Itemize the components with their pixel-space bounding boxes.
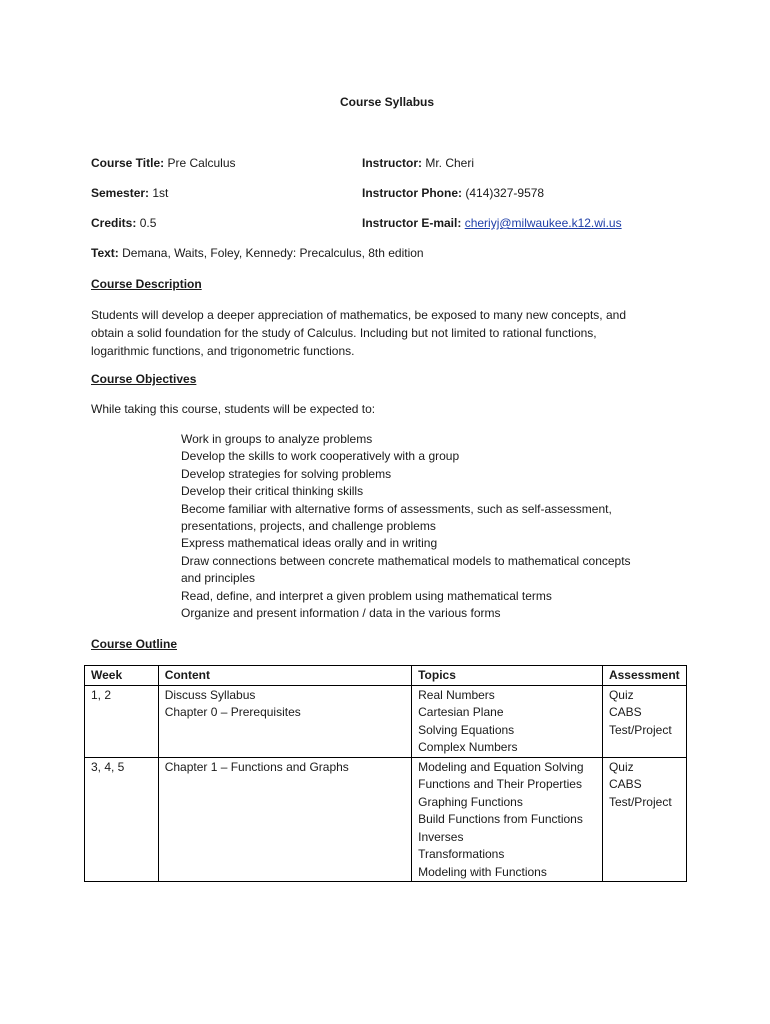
objective-line: Draw connections between concrete mathematical models to mathematical concepts — [181, 553, 631, 568]
objective-line: Organize and present information / data in the various forms — [181, 606, 501, 621]
week-cell: 3, 4, 5 — [85, 757, 159, 882]
topic-line: Modeling and Equation Solving — [418, 759, 584, 774]
semester-value: 1st — [152, 186, 169, 200]
semester-row — [91, 186, 168, 201]
topic-line: Build Functions from Functions — [418, 812, 583, 826]
course-title-value: Pre Calculus — [167, 156, 236, 170]
course-title-label: Course Title: — [91, 156, 165, 170]
table-row — [85, 757, 687, 882]
table-header-row — [85, 666, 687, 686]
header-topics: Topics — [412, 666, 603, 686]
content-cell — [158, 757, 411, 882]
description-line: Students will develop a deeper appreciation of mathematics, be exposed to many new concepts, and — [91, 308, 626, 322]
topic-line: Functions and Their Properties — [418, 777, 582, 791]
semester-label: Semester: — [91, 186, 150, 200]
objective-line: and principles — [181, 571, 256, 586]
content-cell — [158, 685, 411, 757]
objective-line: Develop strategies for solving problems — [181, 466, 392, 481]
course-description-text — [91, 306, 671, 360]
topic-line: Transformations — [418, 847, 505, 861]
course-outline-heading: Course Outline — [91, 637, 178, 651]
instructor-value: Mr. Cheri — [425, 156, 475, 170]
text-value: Demana, Waits, Foley, Kennedy: Precalculus, 8th edition — [122, 246, 424, 260]
header-assessment: Assessment — [602, 666, 686, 686]
text-row — [91, 246, 424, 261]
topic-line: Cartesian Plane — [418, 705, 504, 719]
course-outline-table — [84, 665, 687, 882]
topic-line: Graphing Functions — [418, 794, 523, 809]
objectives-intro: While taking this course, students will be expected to: — [91, 402, 376, 416]
topic-line: Solving Equations — [418, 722, 515, 737]
assessment-line: Test/Project — [608, 794, 672, 809]
assessment-line: Quiz — [608, 687, 634, 702]
instructor-email-label: Instructor E-mail: — [362, 216, 462, 230]
topic-line: Real Numbers — [418, 687, 495, 702]
content-line: Discuss Syllabus — [164, 687, 256, 702]
assessment-cell — [602, 757, 686, 882]
topic-line: Complex Numbers — [418, 740, 518, 754]
objective-line: Become familiar with alternative forms of assessments, such as self-assessment, — [181, 501, 612, 516]
instructor-phone-label: Instructor Phone: — [362, 186, 463, 200]
course-objectives-heading: Course Objectives — [91, 372, 197, 386]
objective-line: Develop the skills to work cooperatively with a group — [181, 449, 460, 464]
instructor-row — [362, 156, 474, 171]
objective-line: Work in groups to analyze problems — [181, 432, 373, 446]
objective-line: Express mathematical ideas orally and in writing — [181, 536, 438, 551]
instructor-label: Instructor: — [362, 156, 422, 170]
assessment-cell — [602, 685, 686, 757]
objective-line: presentations, projects, and challenge problems — [181, 519, 436, 534]
instructor-email-row — [362, 216, 622, 231]
topics-cell — [412, 685, 603, 757]
topics-cell — [412, 757, 603, 882]
header-content: Content — [158, 666, 411, 686]
course-description-heading: Course Description — [91, 277, 202, 291]
objective-line: Read, define, and interpret a given problem using mathematical terms — [181, 588, 552, 603]
description-line: obtain a solid foundation for the study of Calculus. Including but not limited to rational functions, — [91, 326, 597, 340]
table-row — [85, 685, 687, 757]
course-title-row — [91, 156, 236, 171]
assessment-line: CABS — [608, 705, 642, 719]
content-line: Chapter 1 – Functions and Graphs — [164, 759, 349, 774]
instructor-email-link[interactable]: cheriyj@milwaukee.k12.wi.us — [464, 216, 622, 230]
topic-line: Inverses — [418, 829, 464, 844]
credits-value: 0.5 — [139, 216, 157, 230]
assessment-line: Quiz — [608, 759, 634, 774]
instructor-phone-row — [362, 186, 544, 201]
page-title: Course Syllabus — [340, 95, 435, 109]
description-line: logarithmic functions, and trigonometric functions. — [91, 344, 355, 358]
credits-label: Credits: — [91, 216, 137, 230]
instructor-phone-value: (414)327-9578 — [465, 186, 545, 200]
objective-line: Develop their critical thinking skills — [181, 484, 364, 499]
assessment-line: Test/Project — [608, 722, 672, 737]
credits-row — [91, 216, 156, 231]
objectives-list — [181, 431, 681, 622]
assessment-line: CABS — [608, 777, 642, 791]
content-line: Chapter 0 – Prerequisites — [164, 705, 301, 719]
week-cell: 1, 2 — [85, 685, 159, 757]
header-week: Week — [85, 666, 159, 686]
topic-line: Modeling with Functions — [418, 864, 547, 879]
text-label: Text: — [91, 246, 119, 260]
